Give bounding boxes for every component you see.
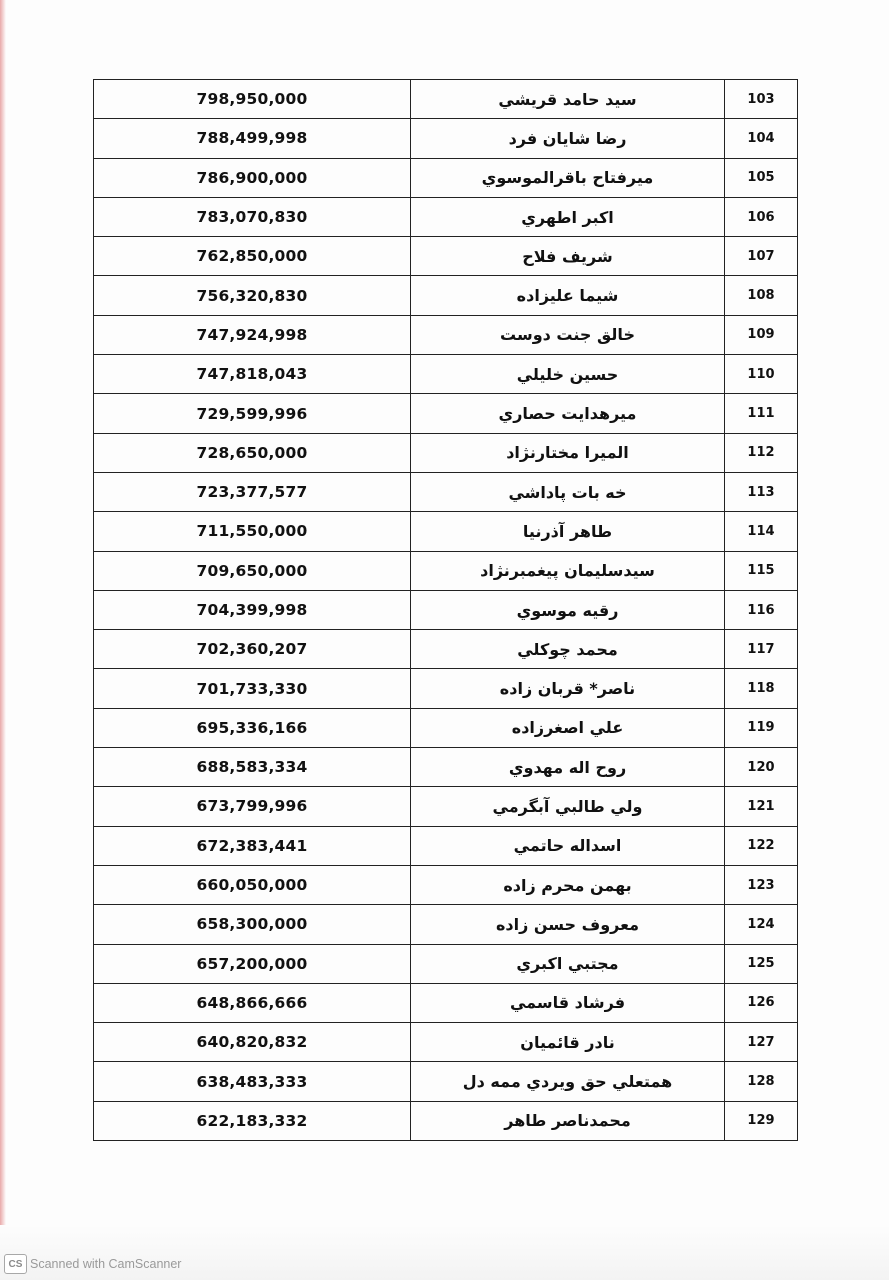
amount-cell: 729,599,996 [94,394,411,433]
amount-cell: 756,320,830 [94,276,411,315]
row-number-cell: 104 [725,119,798,158]
row-number-cell: 115 [725,551,798,590]
table-row [94,708,798,747]
name-cell: ميرهدايت حصاري [411,394,725,433]
amount-cell: 658,300,000 [94,905,411,944]
row-number-cell: 106 [725,197,798,236]
table-row [94,826,798,865]
amount-cell: 728,650,000 [94,433,411,472]
name-cell: مجتبي اكبري [411,944,725,983]
table-row [94,551,798,590]
row-number-cell: 129 [725,1101,798,1140]
table-row [94,119,798,158]
row-number-cell: 118 [725,669,798,708]
name-cell: بهمن محرم زاده [411,865,725,904]
camscanner-logo-icon: CS [4,1254,27,1274]
row-number-cell: 124 [725,905,798,944]
name-cell: محمدناصر طاهر [411,1101,725,1140]
table-row [94,748,798,787]
name-cell: رقيه موسوي [411,590,725,629]
row-number-cell: 123 [725,865,798,904]
row-number-cell: 110 [725,355,798,394]
name-cell: الميرا مختارنژاد [411,433,725,472]
table-row [94,80,798,119]
row-number-cell: 113 [725,472,798,511]
table-row [94,983,798,1022]
ranking-table-body [94,80,798,1141]
table-row [94,865,798,904]
name-cell: خه بات پاداشي [411,472,725,511]
name-cell: خالق جنت دوست [411,315,725,354]
name-cell: طاهر آذرنيا [411,512,725,551]
amount-cell: 638,483,333 [94,1062,411,1101]
amount-cell: 762,850,000 [94,237,411,276]
table-row [94,944,798,983]
row-number-cell: 112 [725,433,798,472]
amount-cell: 657,200,000 [94,944,411,983]
name-cell: روح اله مهدوي [411,748,725,787]
name-cell: محمد چوكلي [411,630,725,669]
row-number-cell: 108 [725,276,798,315]
name-cell: معروف حسن زاده [411,905,725,944]
name-cell: ناصر* قربان زاده [411,669,725,708]
row-number-cell: 128 [725,1062,798,1101]
row-number-cell: 107 [725,237,798,276]
name-cell: رضا شايان فرد [411,119,725,158]
table-row [94,787,798,826]
row-number-cell: 127 [725,1023,798,1062]
name-cell: علي اصغرزاده [411,708,725,747]
name-cell: شيما عليزاده [411,276,725,315]
table-row [94,1101,798,1140]
name-cell: اكبر اطهري [411,197,725,236]
amount-cell: 783,070,830 [94,197,411,236]
row-number-cell: 109 [725,315,798,354]
table-row [94,394,798,433]
amount-cell: 711,550,000 [94,512,411,551]
page-edge-shadow [0,0,6,1280]
table-row [94,433,798,472]
name-cell: فرشاد قاسمي [411,983,725,1022]
amount-cell: 622,183,332 [94,1101,411,1140]
table-row [94,590,798,629]
amount-cell: 788,499,998 [94,119,411,158]
amount-cell: 672,383,441 [94,826,411,865]
ranking-table [93,79,798,1141]
table-row [94,905,798,944]
amount-cell: 798,950,000 [94,80,411,119]
name-cell: سيد حامد قريشي [411,80,725,119]
amount-cell: 673,799,996 [94,787,411,826]
table-row [94,197,798,236]
row-number-cell: 111 [725,394,798,433]
name-cell: ميرفتاح باقرالموسوي [411,158,725,197]
name-cell: اسداله حاتمي [411,826,725,865]
row-number-cell: 120 [725,748,798,787]
row-number-cell: 121 [725,787,798,826]
row-number-cell: 126 [725,983,798,1022]
name-cell: ولي طالبي آبگرمي [411,787,725,826]
row-number-cell: 122 [725,826,798,865]
row-number-cell: 117 [725,630,798,669]
table-row [94,315,798,354]
amount-cell: 723,377,577 [94,472,411,511]
amount-cell: 660,050,000 [94,865,411,904]
scanner-watermark-text: Scanned with CamScanner [30,1257,182,1271]
table-row [94,158,798,197]
table-row [94,669,798,708]
row-number-cell: 125 [725,944,798,983]
scanner-watermark [4,1254,181,1274]
row-number-cell: 116 [725,590,798,629]
row-number-cell: 105 [725,158,798,197]
amount-cell: 786,900,000 [94,158,411,197]
table-row [94,355,798,394]
table-row [94,276,798,315]
name-cell: شريف فلاح [411,237,725,276]
table-row [94,1023,798,1062]
name-cell: سيدسليمان پيغمبرنژاد [411,551,725,590]
amount-cell: 747,924,998 [94,315,411,354]
amount-cell: 640,820,832 [94,1023,411,1062]
amount-cell: 688,583,334 [94,748,411,787]
table-row [94,512,798,551]
amount-cell: 747,818,043 [94,355,411,394]
amount-cell: 701,733,330 [94,669,411,708]
table-row [94,472,798,511]
row-number-cell: 119 [725,708,798,747]
row-number-cell: 114 [725,512,798,551]
amount-cell: 702,360,207 [94,630,411,669]
amount-cell: 695,336,166 [94,708,411,747]
amount-cell: 704,399,998 [94,590,411,629]
amount-cell: 709,650,000 [94,551,411,590]
row-number-cell: 103 [725,80,798,119]
name-cell: حسين خليلي [411,355,725,394]
table-row [94,237,798,276]
name-cell: همتعلي حق ويردي ممه دل [411,1062,725,1101]
name-cell: نادر قائميان [411,1023,725,1062]
table-row [94,1062,798,1101]
table-row [94,630,798,669]
amount-cell: 648,866,666 [94,983,411,1022]
